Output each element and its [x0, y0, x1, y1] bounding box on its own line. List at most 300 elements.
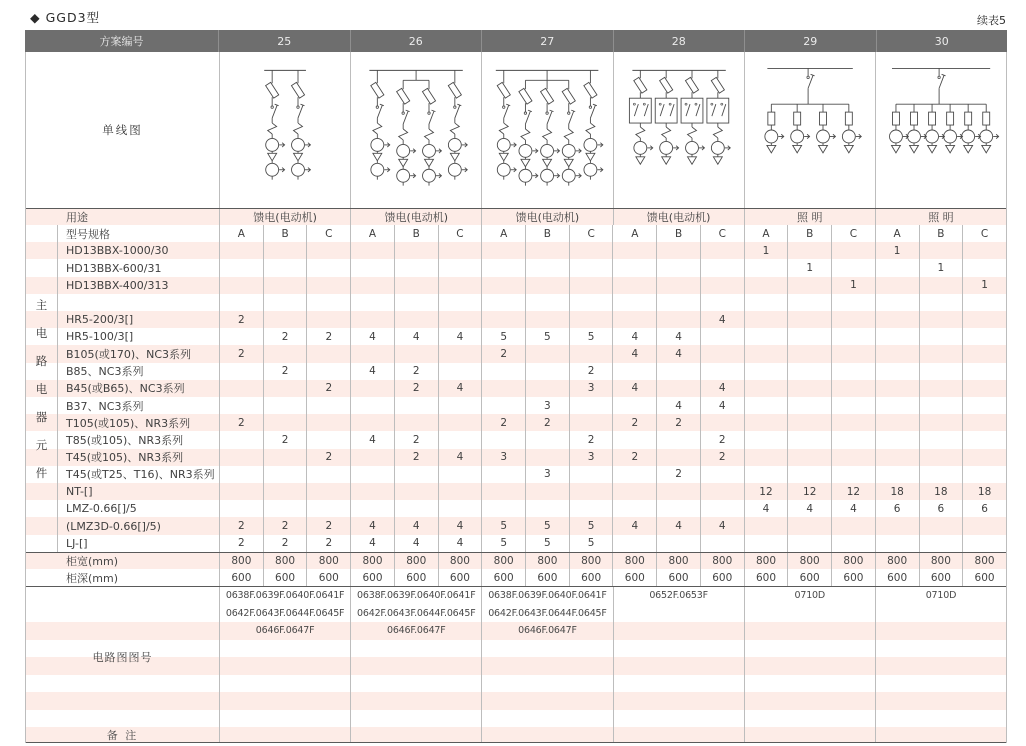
component-label: HD13BBX-600/31	[66, 261, 162, 275]
qty-28C	[700, 466, 744, 483]
circuit-no-25: 0646F.0647F	[219, 622, 350, 640]
qty-28A	[612, 363, 656, 380]
circuit-no-26	[350, 710, 481, 728]
qty-25B	[263, 380, 307, 397]
qty-29B: 4	[787, 500, 831, 517]
qty-30C	[962, 449, 1006, 466]
qty-26C: 4	[438, 535, 482, 552]
qty-25A	[219, 483, 263, 500]
qty-25B	[263, 294, 307, 311]
qty-25C	[306, 397, 350, 414]
qty-28C: 2	[700, 449, 744, 466]
cabinet-depth-row-25C: 600	[306, 569, 350, 586]
abc-header-27-A: A	[481, 225, 525, 242]
component-label: HD13BBX-1000/30	[66, 244, 169, 258]
qty-25C	[306, 363, 350, 380]
qty-28C: 4	[700, 380, 744, 397]
remark-cell-28	[613, 727, 744, 742]
usage-scheme-27: 馈电(电动机)	[481, 209, 612, 225]
qty-29B	[787, 311, 831, 328]
qty-26C	[438, 277, 482, 294]
qty-27C: 5	[569, 535, 613, 552]
remark-cell-26	[350, 727, 481, 742]
qty-27B	[525, 294, 569, 311]
qty-28B	[656, 449, 700, 466]
qty-26B	[394, 242, 438, 259]
qty-26B: 2	[394, 431, 438, 448]
qty-27B	[525, 483, 569, 500]
qty-29B	[787, 535, 831, 552]
qty-26C: 4	[438, 328, 482, 345]
component-row	[26, 466, 1006, 483]
qty-26B	[394, 277, 438, 294]
qty-25B	[263, 449, 307, 466]
qty-29B	[787, 345, 831, 362]
circuit-no-26	[350, 675, 481, 693]
qty-30B	[919, 449, 963, 466]
qty-28B	[656, 259, 700, 276]
qty-28A: 2	[612, 414, 656, 431]
spec-table	[25, 30, 1007, 743]
qty-28A: 4	[612, 380, 656, 397]
abc-header-28-A: A	[612, 225, 656, 242]
abc-header-25-A: A	[219, 225, 263, 242]
qty-28A: 4	[612, 328, 656, 345]
qty-28C	[700, 535, 744, 552]
qty-25B: 2	[263, 517, 307, 534]
cabinet-width-row-26A: 800	[350, 553, 394, 569]
qty-30A: 18	[875, 483, 919, 500]
qty-30C	[962, 259, 1006, 276]
cabinet-depth-row-29C: 600	[831, 569, 875, 586]
qty-25A	[219, 363, 263, 380]
qty-30B	[919, 517, 963, 534]
qty-25A: 2	[219, 535, 263, 552]
qty-25B	[263, 500, 307, 517]
circuit-no-25	[219, 640, 350, 658]
qty-29B	[787, 414, 831, 431]
qty-29A	[744, 363, 788, 380]
qty-27A: 5	[481, 517, 525, 534]
diagram-row-label: 单线图	[102, 123, 143, 137]
qty-30A	[875, 449, 919, 466]
qty-27A	[481, 277, 525, 294]
cabinet-depth-row-30A: 600	[875, 569, 919, 586]
qty-27C	[569, 311, 613, 328]
cabinet-width-row-27C: 800	[569, 553, 613, 569]
qty-29A	[744, 466, 788, 483]
scheme-number-25: 25	[218, 30, 350, 52]
qty-28A	[612, 466, 656, 483]
qty-27B	[525, 259, 569, 276]
qty-27C: 3	[569, 449, 613, 466]
qty-30C	[962, 294, 1006, 311]
side-label-char: 路	[35, 353, 48, 368]
qty-28C	[700, 328, 744, 345]
qty-30A	[875, 397, 919, 414]
qty-25C	[306, 414, 350, 431]
qty-27B	[525, 363, 569, 380]
qty-25A	[219, 466, 263, 483]
qty-30A	[875, 277, 919, 294]
side-label-char: 器	[35, 409, 48, 424]
cabinet-width-row-27B: 800	[525, 553, 569, 569]
abc-header-26-A: A	[350, 225, 394, 242]
abc-header-27-B: B	[525, 225, 569, 242]
qty-26A	[350, 380, 394, 397]
qty-27C: 3	[569, 380, 613, 397]
cabinet-depth-row-26A: 600	[350, 569, 394, 586]
component-label: T105(或105)、NR3系列	[66, 416, 191, 430]
cabinet-depth-row-27A: 600	[481, 569, 525, 586]
qty-29A	[744, 328, 788, 345]
qty-26C	[438, 500, 482, 517]
qty-26C	[438, 466, 482, 483]
circuit-no-28	[613, 605, 744, 623]
abc-header-30-A: A	[875, 225, 919, 242]
circuit-no-30: 0710D	[875, 587, 1006, 605]
qty-25C	[306, 431, 350, 448]
component-label: B37、NC3系列	[66, 399, 144, 413]
cabinet-width-row	[26, 552, 1006, 569]
qty-26B: 4	[394, 535, 438, 552]
qty-26A: 4	[350, 363, 394, 380]
qty-25C	[306, 277, 350, 294]
abc-header-26-C: C	[438, 225, 482, 242]
qty-27B: 5	[525, 517, 569, 534]
qty-30A: 1	[875, 242, 919, 259]
qty-25B	[263, 345, 307, 362]
component-row	[26, 535, 1006, 552]
qty-30A	[875, 294, 919, 311]
qty-26A	[350, 449, 394, 466]
qty-30A	[875, 259, 919, 276]
qty-26A	[350, 397, 394, 414]
qty-30C: 6	[962, 500, 1006, 517]
component-label: (LMZ3D-0.66[]/5)	[66, 519, 161, 533]
qty-30B	[919, 242, 963, 259]
remark-label: 备 注	[106, 728, 139, 742]
qty-30B: 1	[919, 259, 963, 276]
qty-27C	[569, 345, 613, 362]
qty-25A	[219, 397, 263, 414]
component-row	[26, 242, 1006, 259]
qty-29A	[744, 517, 788, 534]
component-label: T45(或105)、NR3系列	[66, 451, 184, 465]
circuit-no-29	[744, 657, 875, 675]
component-label: HD13BBX-400/313	[66, 278, 169, 292]
component-label: B85、NC3系列	[66, 365, 144, 379]
qty-27A: 3	[481, 449, 525, 466]
remark-cell-27	[481, 727, 612, 742]
usage-scheme-25: 馈电(电动机)	[219, 209, 350, 225]
qty-26A	[350, 311, 394, 328]
remark-row	[26, 726, 1006, 743]
cabinet-width-row-30A: 800	[875, 553, 919, 569]
qty-28C: 2	[700, 431, 744, 448]
qty-30C	[962, 414, 1006, 431]
component-row	[26, 449, 1006, 466]
qty-26A	[350, 345, 394, 362]
qty-26A	[350, 483, 394, 500]
qty-26B	[394, 345, 438, 362]
qty-25B	[263, 397, 307, 414]
qty-29B	[787, 431, 831, 448]
qty-28A: 4	[612, 517, 656, 534]
component-label: LMZ-0.66[]/5	[66, 502, 137, 516]
qty-28A	[612, 311, 656, 328]
component-label: B45(或B65)、NC3系列	[66, 382, 185, 396]
qty-29B	[787, 449, 831, 466]
qty-29C	[831, 311, 875, 328]
qty-29B: 12	[787, 483, 831, 500]
qty-30A	[875, 414, 919, 431]
qty-26A: 4	[350, 517, 394, 534]
qty-30B	[919, 345, 963, 362]
qty-25B	[263, 414, 307, 431]
qty-26B	[394, 500, 438, 517]
qty-25B: 2	[263, 363, 307, 380]
qty-29B	[787, 242, 831, 259]
qty-30B	[919, 414, 963, 431]
circuit-no-28	[613, 640, 744, 658]
qty-28B	[656, 380, 700, 397]
qty-27A	[481, 483, 525, 500]
qty-29C	[831, 414, 875, 431]
single-line-diagram-scheme-25	[219, 52, 350, 208]
component-row	[26, 431, 1006, 448]
qty-26B	[394, 294, 438, 311]
qty-28B	[656, 294, 700, 311]
qty-28B	[656, 535, 700, 552]
qty-28B: 4	[656, 397, 700, 414]
component-label: HR5-100/3[]	[66, 330, 134, 344]
qty-28B: 2	[656, 414, 700, 431]
qty-28B	[656, 483, 700, 500]
cabinet-depth-row-29A: 600	[744, 569, 788, 586]
cabinet-depth-row-28C: 600	[700, 569, 744, 586]
usage-scheme-30: 照 明	[875, 209, 1006, 225]
qty-25A	[219, 431, 263, 448]
side-label-char: 件	[35, 465, 48, 480]
cabinet-width-row-label: 柜宽(mm)	[66, 555, 119, 568]
circuit-no-27: 0638F.0639F.0640F.0641F	[481, 587, 612, 605]
component-row	[26, 397, 1006, 414]
component-label: NT-[]	[66, 485, 93, 499]
qty-26C	[438, 431, 482, 448]
component-label: LJ-[]	[66, 536, 88, 550]
circuit-no-25	[219, 710, 350, 728]
qty-25A: 2	[219, 345, 263, 362]
qty-29A: 12	[744, 483, 788, 500]
qty-27B	[525, 500, 569, 517]
usage-scheme-26: 馈电(电动机)	[350, 209, 481, 225]
qty-25B: 2	[263, 535, 307, 552]
qty-25A	[219, 259, 263, 276]
circuit-no-25	[219, 675, 350, 693]
qty-29A	[744, 449, 788, 466]
qty-29B	[787, 294, 831, 311]
page-title: ◆ GGD3型	[30, 10, 101, 25]
qty-26B: 2	[394, 380, 438, 397]
qty-28C	[700, 363, 744, 380]
cabinet-width-row-26C: 800	[438, 553, 482, 569]
component-row	[26, 363, 1006, 380]
qty-27B	[525, 277, 569, 294]
qty-27A	[481, 431, 525, 448]
circuit-no-27: 0646F.0647F	[481, 622, 612, 640]
qty-28B: 4	[656, 517, 700, 534]
cabinet-width-row-27A: 800	[481, 553, 525, 569]
component-row	[26, 277, 1006, 294]
qty-27B	[525, 242, 569, 259]
component-row	[26, 500, 1006, 517]
qty-29C	[831, 294, 875, 311]
qty-27A	[481, 380, 525, 397]
usage-scheme-29: 照 明	[744, 209, 875, 225]
component-row	[26, 483, 1006, 500]
cabinet-depth-row-30B: 600	[919, 569, 963, 586]
circuit-no-26: 0642F.0643F.0644F.0645F	[350, 605, 481, 623]
qty-30A	[875, 380, 919, 397]
single-line-diagram-scheme-29	[744, 52, 875, 208]
qty-25C	[306, 311, 350, 328]
qty-25C	[306, 259, 350, 276]
qty-27B	[525, 345, 569, 362]
scheme-number-header: 方案编号	[99, 35, 144, 48]
cabinet-width-row-30B: 800	[919, 553, 963, 569]
circuit-no-28	[613, 692, 744, 710]
qty-27A	[481, 466, 525, 483]
qty-27B	[525, 380, 569, 397]
qty-26B	[394, 397, 438, 414]
cabinet-depth-row	[26, 569, 1006, 586]
qty-27A: 5	[481, 535, 525, 552]
circuit-no-27	[481, 640, 612, 658]
circuit-no-28: 0652F.0653F	[613, 587, 744, 605]
qty-28B	[656, 363, 700, 380]
qty-25C	[306, 483, 350, 500]
qty-27B: 5	[525, 535, 569, 552]
qty-26C	[438, 294, 482, 311]
qty-25C: 2	[306, 449, 350, 466]
cabinet-depth-row-29B: 600	[787, 569, 831, 586]
circuit-no-25: 0642F.0643F.0644F.0645F	[219, 605, 350, 623]
abc-header-30-C: C	[962, 225, 1006, 242]
component-label: HR5-200/3[]	[66, 313, 134, 327]
qty-29C	[831, 345, 875, 362]
qty-29C	[831, 363, 875, 380]
component-row	[26, 414, 1006, 431]
qty-26C	[438, 363, 482, 380]
qty-25C: 2	[306, 380, 350, 397]
qty-26C	[438, 397, 482, 414]
qty-28A	[612, 483, 656, 500]
qty-30C: 18	[962, 483, 1006, 500]
qty-28B	[656, 431, 700, 448]
abc-header-27-C: C	[569, 225, 613, 242]
qty-26A	[350, 277, 394, 294]
cabinet-depth-row-27B: 600	[525, 569, 569, 586]
cabinet-depth-row-26C: 600	[438, 569, 482, 586]
qty-25A	[219, 242, 263, 259]
qty-27A	[481, 259, 525, 276]
qty-26A: 4	[350, 535, 394, 552]
single-line-diagram-scheme-27	[481, 52, 612, 208]
circuit-no-29	[744, 675, 875, 693]
qty-29A	[744, 259, 788, 276]
circuit-no-29	[744, 710, 875, 728]
qty-27C	[569, 414, 613, 431]
qty-28B: 4	[656, 345, 700, 362]
abc-header-28-C: C	[700, 225, 744, 242]
circuit-no-27	[481, 657, 612, 675]
qty-29A: 1	[744, 242, 788, 259]
qty-29A	[744, 431, 788, 448]
qty-26C	[438, 414, 482, 431]
qty-28A	[612, 242, 656, 259]
circuit-no-29	[744, 622, 875, 640]
qty-26C: 4	[438, 517, 482, 534]
circuit-no-26	[350, 640, 481, 658]
qty-29B	[787, 380, 831, 397]
circuit-no-30	[875, 640, 1006, 658]
qty-30B	[919, 466, 963, 483]
qty-28A	[612, 277, 656, 294]
qty-25C	[306, 294, 350, 311]
qty-30B: 6	[919, 500, 963, 517]
qty-30C: 1	[962, 277, 1006, 294]
circuit-no-27	[481, 692, 612, 710]
qty-30A	[875, 431, 919, 448]
usage-scheme-28: 馈电(电动机)	[613, 209, 744, 225]
qty-30B	[919, 535, 963, 552]
component-row	[26, 259, 1006, 276]
qty-28C: 4	[700, 311, 744, 328]
circuit-no-30	[875, 710, 1006, 728]
qty-29C: 4	[831, 500, 875, 517]
component-row	[26, 311, 1006, 328]
qty-27B: 3	[525, 397, 569, 414]
qty-25A	[219, 449, 263, 466]
qty-26C	[438, 242, 482, 259]
qty-30A	[875, 345, 919, 362]
remark-cell-29	[744, 727, 875, 742]
qty-29C	[831, 517, 875, 534]
qty-26B: 4	[394, 328, 438, 345]
abc-header-29-B: B	[787, 225, 831, 242]
scheme-number-29: 29	[744, 30, 876, 52]
component-label: B105(或170)、NC3系列	[66, 348, 192, 362]
qty-29B	[787, 397, 831, 414]
qty-29B	[787, 466, 831, 483]
abc-header-26-B: B	[394, 225, 438, 242]
qty-26A: 4	[350, 328, 394, 345]
qty-28A	[612, 431, 656, 448]
qty-26B	[394, 259, 438, 276]
component-row	[26, 345, 1006, 362]
circuit-no-27	[481, 675, 612, 693]
qty-26B	[394, 414, 438, 431]
qty-30B: 18	[919, 483, 963, 500]
qty-26A	[350, 242, 394, 259]
qty-27C	[569, 500, 613, 517]
qty-29B	[787, 328, 831, 345]
qty-26C: 4	[438, 449, 482, 466]
circuit-no-26	[350, 692, 481, 710]
qty-30C	[962, 311, 1006, 328]
qty-28A: 2	[612, 449, 656, 466]
